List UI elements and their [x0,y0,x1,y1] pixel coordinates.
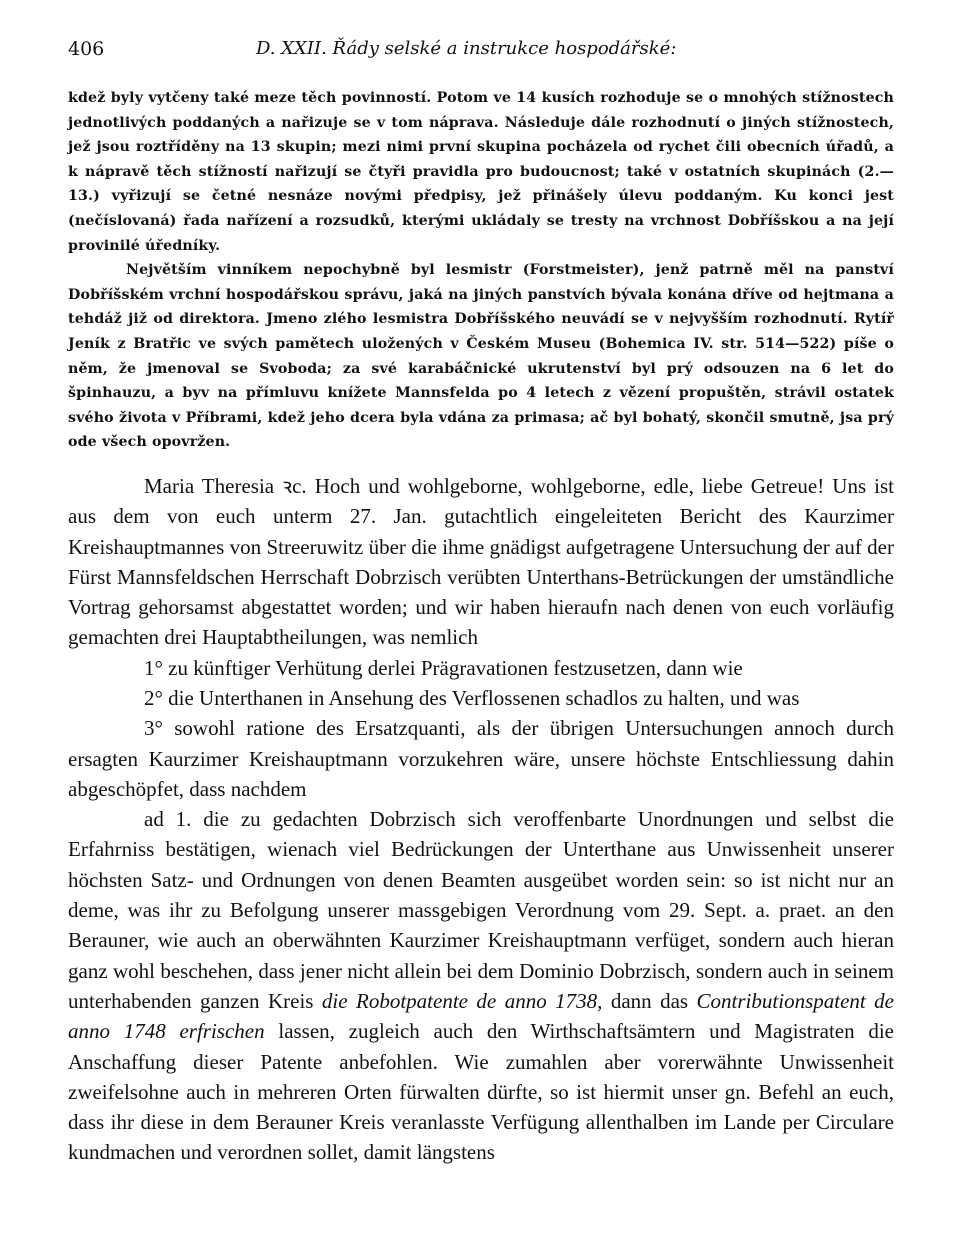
czech-commentary [68,86,894,455]
robot-patent-title: die Robotpatente de anno 1738, [321,988,603,1013]
decree-ad-1 [68,804,894,1168]
czech-paragraph-1: kdež byly vytčeny také meze těch povinností. Potom ve 14 kusích rozhoduje se o mnohých stížnostech jednotlivých poddaných a nařizuje se v tom náprava. Následuje dále rozhodnutí o jiných stížnostech, jež jsou roztříděny na 13 skupin; mezi nimi první skupina pocházela od rychet čili obecních úřadů, a k nápravě těch stížností nařizují se čtyři pravidla pro budoucnost; také v ostatních skupinách (2.—13.) vyřizují se četné nesnáze novými předpisy, jež přinášely úlevu poddaným. Ku konci jest (nečíslovaná) řada nařízení a rozsudků, kterými ukládaly se tresty na vrchnost Dobříšskou a na její provinilé úředníky. [68,90,894,254]
page-header [68,38,894,66]
ad1-text-start: ad 1. die zu gedachten Dobrzisch sich veroffenbarte Unordnungen und selbst die Erfahrniss bestätigen, wienach viel Bedrückungen der Unterthane aus Unwissenheit unserer höchsten Satz- und Ordnungen von denen Beamten ausgeübet worden sein: so ist nicht nur an deme, was ihr zu Befolgung unserer massgebigen Verordnung vom 29. Sept. a. praet. an den Berauner, wie auch an oberwähnten Kaurzimer Kreishauptmann verfüget, sondern auch hieran ganz wohl beschehen, dass jener nicht allein bei dem Dominio Dobrzisch, sondern auch in seinem unterhabenden ganzen Kreis [68,807,894,1013]
running-title: D. XXII. Řády selské a instrukce hospodářské: [256,38,677,59]
page-number: 406 [68,38,105,60]
decree-item-2: 2° die Unterthanen in Ansehung des Verflossenen schadlos zu halten, und was [144,685,800,710]
ad1-text-mid: dann das [602,988,697,1013]
german-decree [68,471,894,1168]
ad1-text-end: lassen, zugleich auch den Wirthschaftsämtern und Magistraten die Anschaffung dieser Patente anbefohlen. Wie zumahlen aber vorerwähnte Unwissenheit zweifelsohne auch in mehreren Orten fürwalten dürfte, so ist hiermit unser gn. Befehl an euch, dass ihr diese in dem Berauner Kreis veranlasste Verfügung allenthalben im Lande per Circulare kundmachen und verordnen sollet, damit längstens [68,1019,894,1165]
decree-intro: Maria Theresia ꝛc. Hoch und wohlgeborne, wohlgeborne, edle, liebe Getreue! Uns ist aus dem von euch unterm 27. Jan. gutachtlich eingeleiteten Bericht des Kaurzimer Kreishauptmannes von Streeruwitz über die ihme gnädigst aufgetragene Untersuchung der auf der Fürst Mannsfeldschen Herrschaft Dobrzisch verübten Unterthans-Betrückungen der umständliche Vortrag gehorsamst abgestattet worden; und wir haben hieraufn nach denen von euch vorläufig gemachten drei Hauptabtheilungen, was nemlich [68,473,894,650]
contribution-patent-title: Contributionspatent de anno 1748 erfrischen [68,988,894,1044]
decree-item-3: 3° sowohl ratione des Ersatzquanti, als der übrigen Untersuchungen annoch durch ersagten Kaurzimer Kreishauptmann vorzukehren wäre, unsere höchste Entschliessung dahin abgeschöpfet, dass nachdem [68,716,894,801]
czech-paragraph-2: Největším vinníkem nepochybně byl lesmistr (Forstmeister), jenž patrně měl na panství Dobříšském vrchní hospodářskou správu, jaká na jiných panstvích bývala konána dříve od hejtmana a tehdáž již od direktora. Jmeno zlého lesmistra Dobříšského neuvádí se v nejvyšším rozhodnutí. Rytíř Jeník z Bratřic ve svých pamětech uložených v Českém Museu (Bohemica IV. str. 514—522) píše o něm, že jmenoval se Svoboda; za své karabáčnické ukrutenství byl prý odsouzen na 6 let do špinhauzu, a byv na přímluvu knížete Mannsfelda po 4 letech z vězení propuštěn, strávil ostatek svého života v Příbrami, kdež jeho dcera byla vdána za primasa; ač byl bohatý, skončil smutně, jsa prý ode všech opovržen. [68,262,894,451]
decree-item-1: 1° zu künftiger Verhütung derlei Prägravationen festzusetzen, dann wie [144,655,743,680]
book-page [68,38,894,1168]
